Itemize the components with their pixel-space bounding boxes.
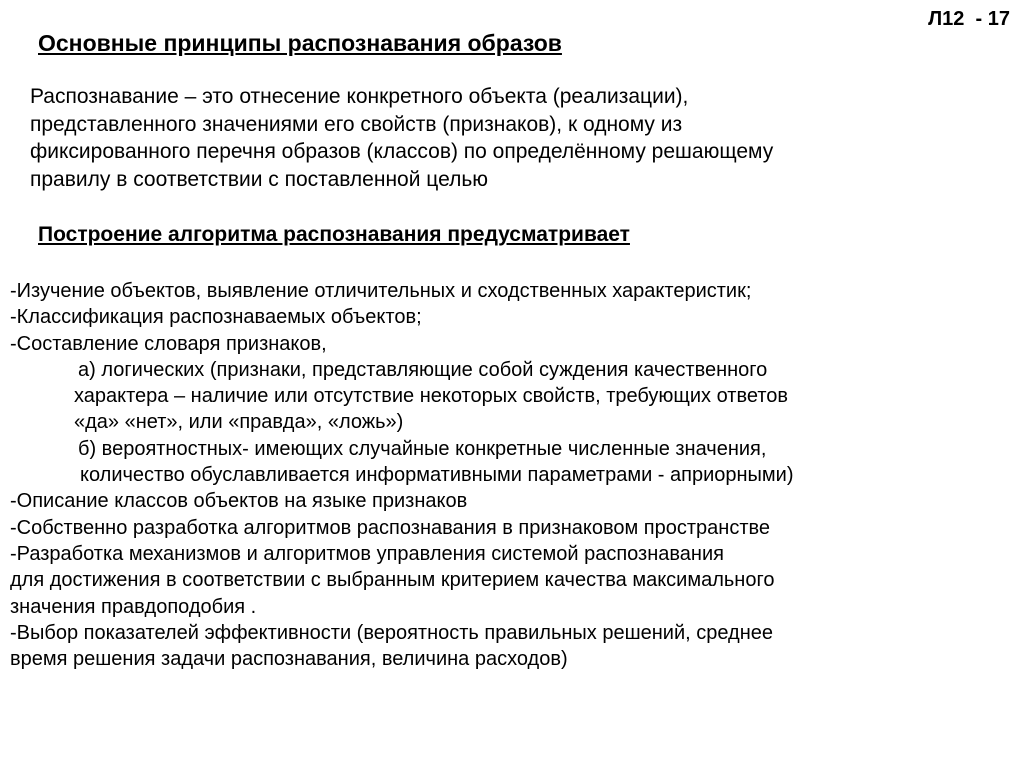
list-item: значения правдоподобия . — [10, 595, 257, 618]
list-item: для достижения в соответствии с выбранным критерием качества максимального — [10, 569, 775, 592]
list-item: -Описание классов объектов на языке признаков — [10, 490, 468, 513]
section-subtitle: Построение алгоритма распознавания предусматривает — [38, 223, 630, 246]
definition-line: Распознавание – это отнесение конкретного объекта (реализации), — [30, 85, 689, 108]
definition-line: правилу в соответствии с поставленной целью — [30, 167, 489, 191]
list-item: -Изучение объектов, выявление отличительных и сходственных характеристик; — [10, 280, 752, 302]
definition-line: фиксированного перечня образов (классов) по определённому решающему — [30, 140, 774, 163]
steps-list — [10, 278, 1015, 672]
list-item: -Выбор показателей эффективности (вероятность правильных решений, среднее — [10, 621, 774, 644]
list-item: время решения задачи распознавания, величина расходов) — [10, 648, 568, 671]
page-title: Основные принципы распознавания образов — [38, 30, 562, 56]
list-item-sub: характера – наличие или отсутствие некоторых свойств, требующих ответов — [74, 385, 789, 408]
list-item-sub: а) логических (признаки, представляющие собой суждения качественного — [78, 358, 768, 381]
list-item-sub: «да» «нет», или «правда», «ложь») — [74, 411, 404, 434]
definition-paragraph — [30, 83, 870, 193]
list-item-sub: б) вероятностных- имеющих случайные конкретные численные значения, — [78, 437, 767, 460]
list-item: -Разработка механизмов и алгоритмов управления системой распознавания — [10, 542, 724, 565]
definition-line: представленного значениями его свойств (признаков), к одному из — [30, 112, 683, 136]
list-item-sub: количество обуславливается информативными параметрами - априорными) — [80, 464, 794, 487]
list-item: -Классификация распознаваемых объектов; — [10, 306, 422, 329]
list-item: -Составление словаря признаков, — [10, 332, 327, 355]
list-item: -Собственно разработка алгоритмов распознавания в признаковом пространстве — [10, 516, 771, 539]
slide-number: Л12 - 17 — [928, 8, 1010, 30]
